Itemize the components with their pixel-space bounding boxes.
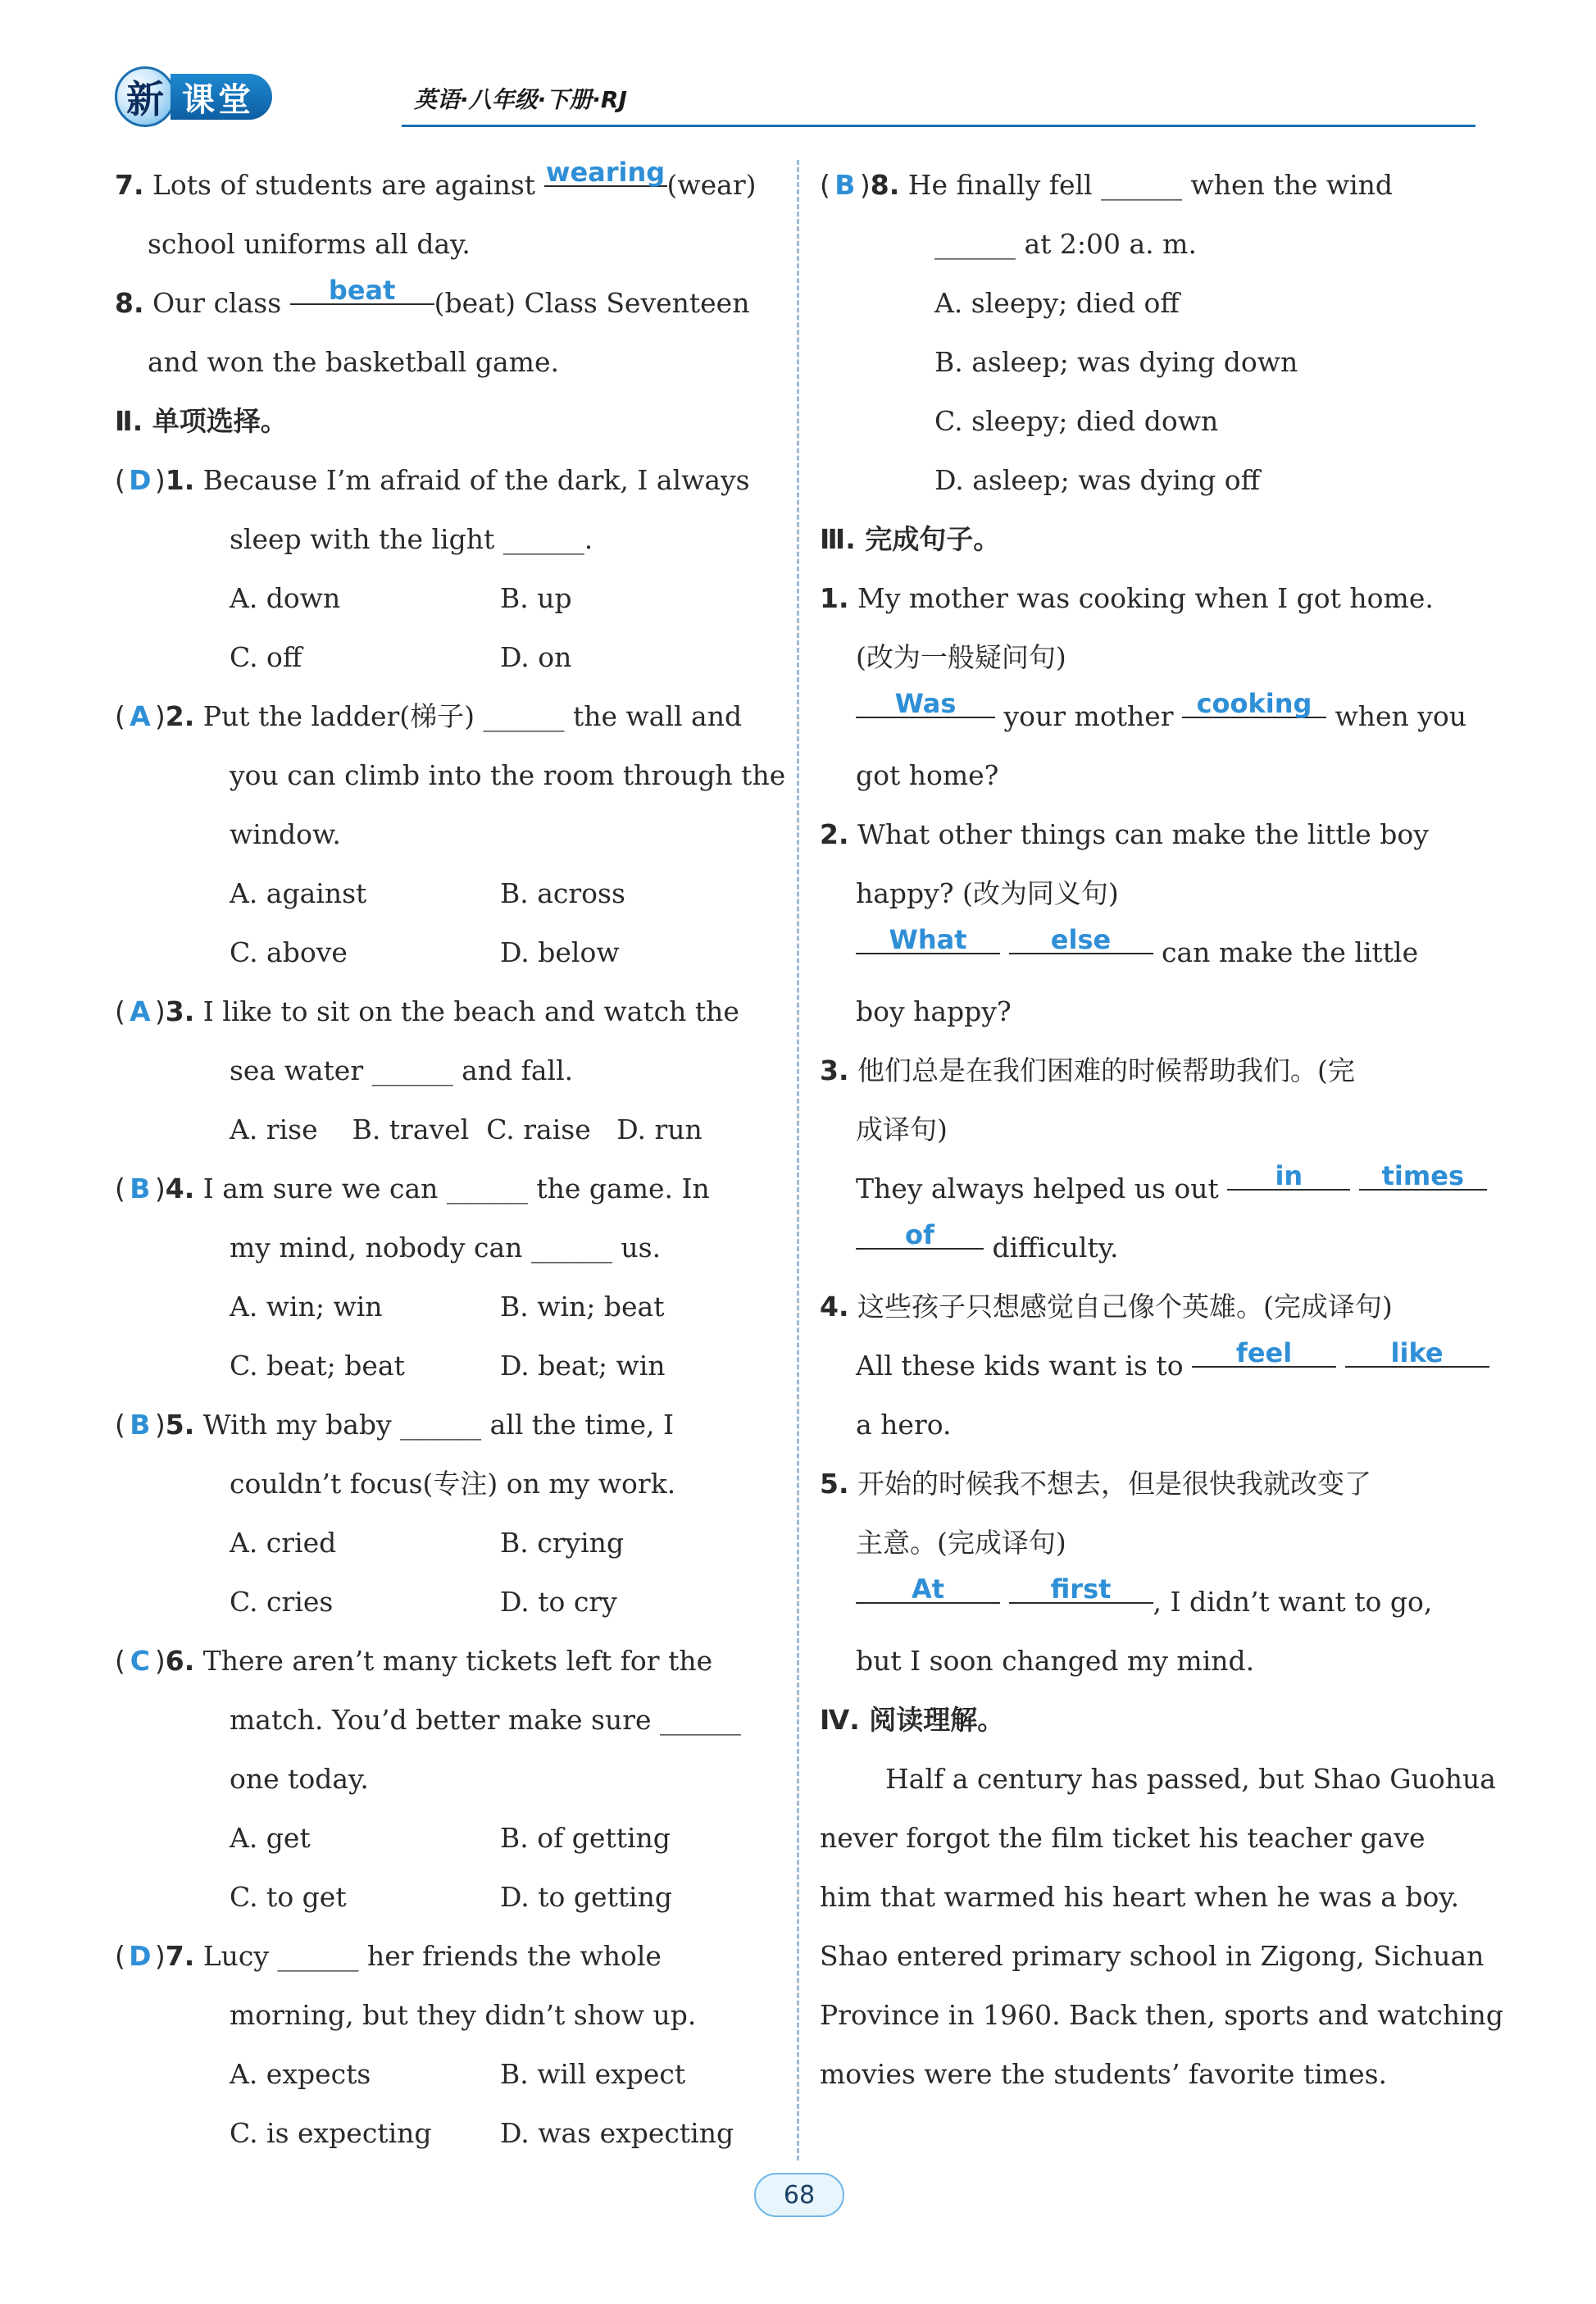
s4-answer-line: All these kids want is to feel like (820, 1336, 1476, 1396)
reading-line: him that warmed his heart when he was a boy. (820, 1881, 1460, 1913)
answer-choice: D (129, 464, 152, 496)
answer-blank[interactable]: cooking (1182, 689, 1326, 718)
q8-line1: 8. Our class beat (beat) Class Seventeen (115, 275, 750, 319)
s5-answer-line: At first , I didn’t want to go, (820, 1573, 1476, 1632)
reading-line: never forgot the film ticket his teacher gave (820, 1822, 1425, 1854)
s5-line1: 5. 开始的时候我不想去，但是很快我就改变了 (820, 1468, 1371, 1500)
reading-line: Shao entered primary school in Zigong, Sichuan (820, 1940, 1485, 1972)
answer-choice: A (130, 995, 151, 1027)
mc7-line1: ( D )7. Lucy ______ her friends the whole (115, 1927, 771, 1986)
answer-blank[interactable]: else (1009, 925, 1153, 954)
mc2-options: A. against B. across (230, 877, 625, 909)
header-rule (402, 125, 1476, 127)
answer-blank[interactable]: feel (1192, 1338, 1336, 1368)
reading-line: Province in 1960. Back then, sports and watching (820, 1999, 1504, 2031)
answer-choice: B (834, 169, 856, 201)
logo-text: 课堂 (171, 74, 272, 120)
column-divider (797, 160, 799, 2161)
reading-line: Half a century has passed, but Shao Guohua (885, 1763, 1496, 1795)
s1-answer-line: Was your mother cooking when you (820, 687, 1476, 746)
q7-line2: school uniforms all day. (148, 228, 471, 260)
mc3-options[interactable]: A. rise B. travel C. raise D. run (230, 1113, 703, 1145)
answer-blank[interactable]: wearing (544, 157, 667, 187)
s3-line1: 3. 他们总是在我们困难的时候帮助我们。(完 (820, 1054, 1355, 1086)
mc1-options: A. down B. up (230, 582, 572, 614)
s4-line1: 4. 这些孩子只想感觉自己像个英雄。(完成译句) (820, 1291, 1393, 1323)
s3-answer-line: They always helped us out in times (820, 1159, 1476, 1218)
answer-blank[interactable]: times (1359, 1161, 1487, 1191)
q7-line1: 7. Lots of students are against wearing(wear) (115, 157, 757, 201)
answer-choice: B (130, 1409, 151, 1441)
mc8-line1: ( B )8. He finally fell ______ when the wind (820, 156, 1476, 215)
s1-line1: 1. My mother was cooking when I got home. (820, 582, 1434, 614)
header (98, 57, 1476, 131)
reading-line: movies were the students’ favorite times. (820, 2058, 1388, 2090)
section-heading-3: Ⅲ. 完成句子。 (820, 523, 1001, 555)
answer-blank[interactable]: At (856, 1574, 1000, 1604)
mc2-line1: ( A )2. Put the ladder(梯子) ______ the wall and (115, 687, 771, 746)
mc1-line1: ( D )1. Because I’m afraid of the dark, I always (115, 451, 771, 510)
book-title: 英语·八年级·下册·RJ (414, 86, 627, 113)
section-heading-2: Ⅱ. 单项选择。 (115, 405, 288, 437)
mc6-line1: ( C )6. There aren’t many tickets left for the (115, 1632, 771, 1691)
answer-blank[interactable]: first (1009, 1574, 1153, 1604)
s2-answer-line: What else can make the little (820, 923, 1476, 982)
logo (115, 66, 393, 128)
left-column: 7. Lots of students are against wearing(wear) school uniforms all day. 8. Our class beat (beat) Class Seventeen and won the basketball game. Ⅱ. 单项选择。 ( D )1. Because I’m afraid of the dark, I always sleep with the light ______. A. down B. up C. off D. on ( A )2. Put the ladder(梯子) ______ the wall and you can climb into the room through the window. A. against B. across C. above D. below ( A )3. I like to sit on the beach and watch the sea water ______ and fall. A. rise B. travel C. raise D. run ( B )4. I am sure we can ______ the game. In my mind, nobody can ______ us. A. win; win B. win; beat C. beat; beat D. beat; win ( B )5. With my baby ______ all the time, I couldn’t focus(专注) on my work. A. cried B. crying C. cries D. to cry ( C )6. There aren’t many tickets left for the match. You’d better make sure ______ one today. A. get B. of getting C. to get D. to getting ( D )7. Lucy ______ her friends the whole morning, but they didn’t show up. A. expects B. will expect C. is expecting D. was expecting (115, 157, 786, 2149)
section-heading-4: Ⅳ. 阅读理解。 (820, 1704, 1005, 1736)
right-column: ( B )8. He finally fell ______ when the wind ______ at 2:00 a. m. A. sleepy; died off B. asleep; was dying down C. sleepy; died down D. asleep; was dying off Ⅲ. 完成句子。 1. My mother was cooking when I got home. (改为一般疑问句) Was your mother cooking when you got home? 2. What other things can make the little boy happy? (改为同义句) What else can make the little boy happy? 3. 他们总是在我们困难的时候帮助我们。(完 成译句) They always helped us out in times of difficulty. 4. 这些孩子只想感觉自己像个英雄。(完成译句) All these kids want is to feel like a hero. 5. 开始的时候我不想去，但是很快我就改变了 主意。(完成译句) At first , I didn’t want to go, but I soon changed my mind. Ⅳ. 阅读理解。 Half a century has passed, but Shao Guohua never forgot the film ticket his teacher gave him that warmed his heart when he was a boy. Shao entered primary school in Zigong, Sichuan Province in 1960. Back then, sports and watching movies were the students’ favorite times. (820, 156, 1476, 2104)
answer-choice: D (129, 1940, 152, 1972)
answer-blank[interactable]: Was (856, 689, 995, 718)
answer-blank[interactable]: What (856, 925, 1000, 954)
answer-choice: C (130, 1645, 150, 1677)
q8-line2: and won the basketball game. (148, 346, 559, 378)
answer-choice: A (130, 700, 151, 732)
answer-blank[interactable]: of (856, 1220, 984, 1250)
s2-line1: 2. What other things can make the little boy (820, 818, 1429, 850)
answer-blank[interactable]: beat (290, 275, 434, 305)
answer-choice: B (130, 1172, 151, 1204)
page-number: 68 (754, 2173, 844, 2217)
logo-badge: 新 (115, 66, 175, 127)
mc7-options: A. expects B. will expect (230, 2058, 686, 2090)
mc5-line1: ( B )5. With my baby ______ all the time, I (115, 1396, 771, 1455)
answer-blank[interactable]: in (1227, 1161, 1350, 1191)
mc4-options: A. win; win B. win; beat (230, 1291, 665, 1323)
mc4-line1: ( B )4. I am sure we can ______ the game. In (115, 1159, 771, 1218)
mc6-options: A. get B. of getting (230, 1822, 671, 1854)
answer-blank[interactable]: like (1345, 1338, 1489, 1368)
mc3-line1: ( A )3. I like to sit on the beach and watch the (115, 982, 771, 1041)
mc5-options: A. cried B. crying (230, 1527, 625, 1559)
